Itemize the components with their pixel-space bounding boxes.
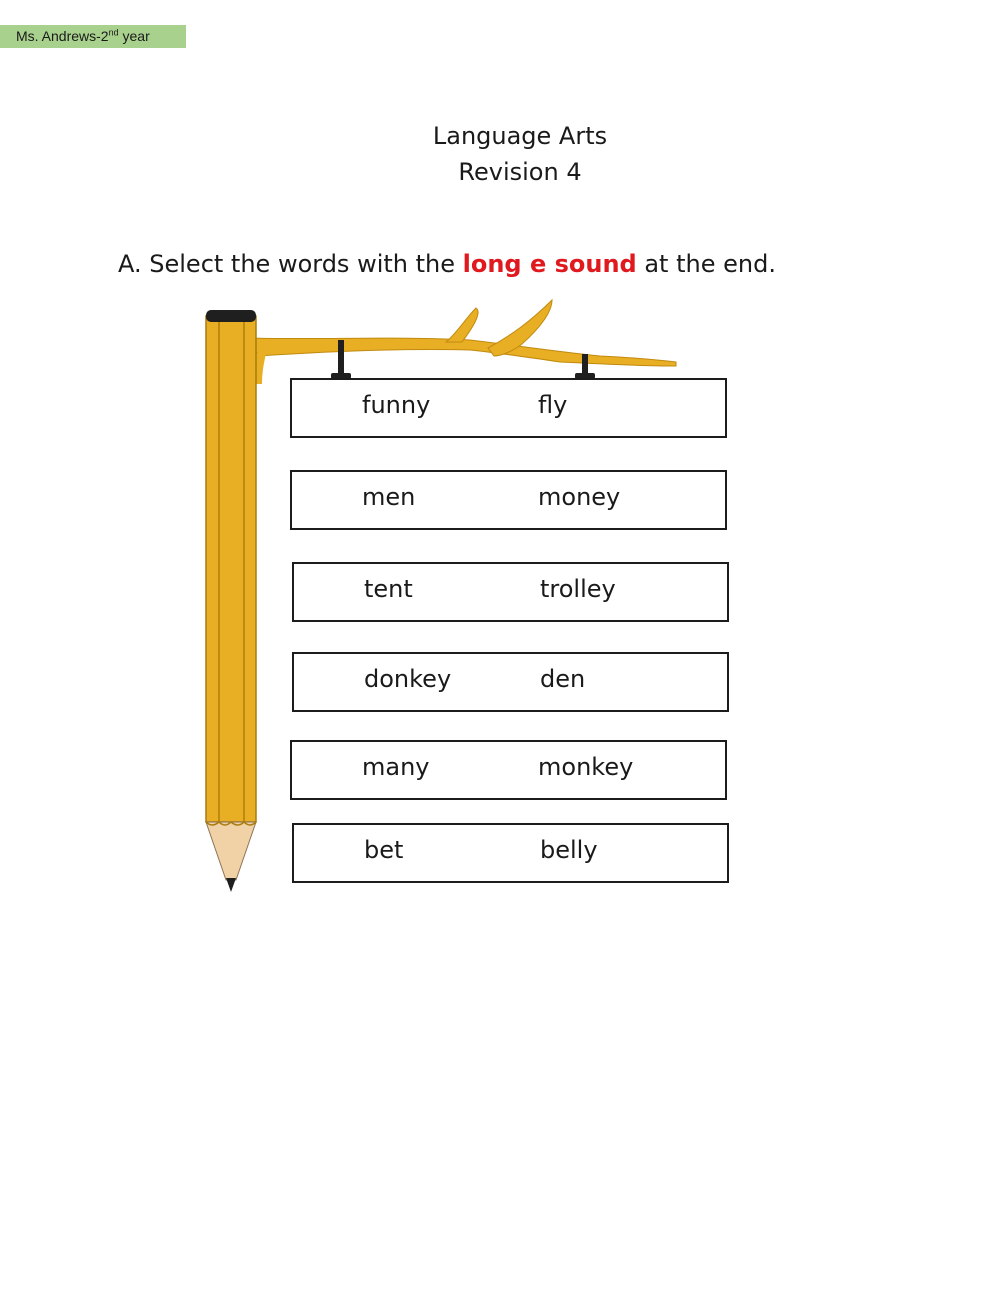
word-row [292, 823, 729, 883]
word-option[interactable]: bet [364, 836, 404, 864]
word-option[interactable]: many [362, 753, 430, 781]
word-option[interactable]: trolley [540, 575, 616, 603]
word-option[interactable]: fly [538, 391, 568, 419]
word-row [290, 378, 727, 438]
branch-icon [250, 300, 676, 384]
word-row [292, 652, 729, 712]
word-option[interactable]: donkey [364, 665, 452, 693]
teacher-tag-prefix: Ms. Andrews-2 [16, 28, 109, 44]
pencil-icon [206, 310, 256, 892]
word-row [290, 470, 727, 530]
word-row [290, 740, 727, 800]
word-option[interactable]: tent [364, 575, 413, 603]
page-subtitle: Revision 4 [458, 158, 582, 186]
page-title: Language Arts [432, 122, 608, 150]
word-option[interactable]: funny [362, 391, 431, 419]
teacher-tag-superscript: nd [108, 27, 119, 38]
word-option[interactable]: men [362, 483, 416, 511]
word-row [292, 562, 729, 622]
word-option[interactable]: belly [540, 836, 598, 864]
instruction-after: at the end. [636, 250, 776, 278]
teacher-tag-suffix: year [118, 28, 150, 44]
word-option[interactable]: den [540, 665, 586, 693]
word-option[interactable]: monkey [538, 753, 634, 781]
instruction-highlight: long e sound [462, 250, 637, 278]
instruction-before: A. Select the words with the [118, 250, 463, 278]
word-option[interactable]: money [538, 483, 621, 511]
